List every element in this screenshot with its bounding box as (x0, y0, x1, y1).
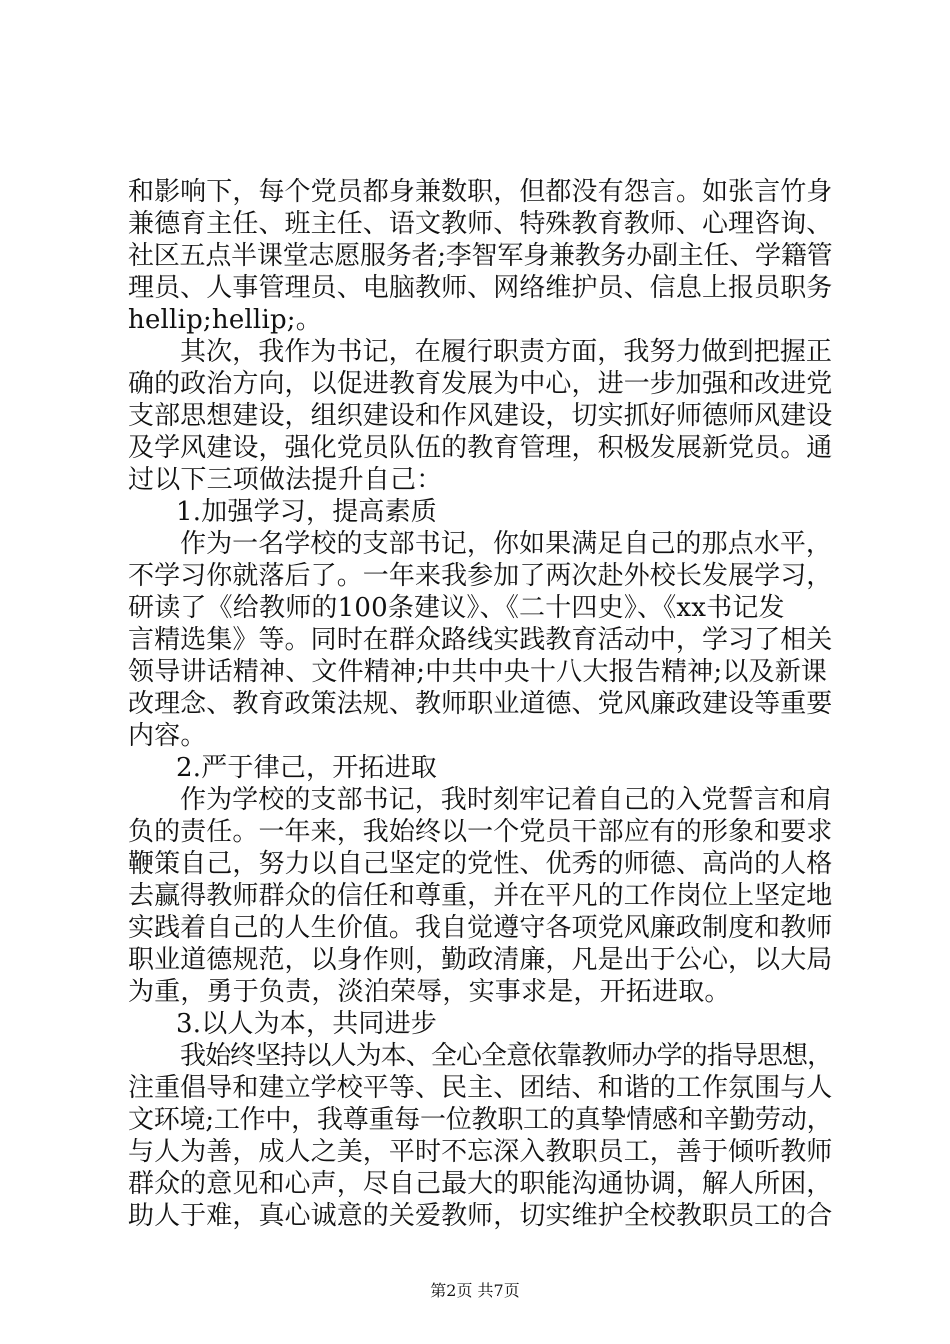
text-line: 社区五点半课堂志愿服务者;李智军身兼教务办副主任、学籍管 (128, 241, 833, 271)
text-line: 注重倡导和建立学校平等、民主、团结、和谐的工作氛围与人 (128, 1073, 833, 1103)
section-heading: 3.以人为本，共同进步 (176, 1009, 438, 1039)
text-line: 作为一名学校的支部书记，你如果满足自己的那点水平， (180, 529, 833, 559)
section-heading: 2.严于律己，开拓进取 (176, 753, 438, 783)
text-line: 确的政治方向，以促进教育发展为中心，进一步加强和改进党 (128, 369, 833, 399)
text-line: 和影响下，每个党员都身兼数职，但都没有怨言。如张言竹身 (128, 177, 833, 207)
text-line: 群众的意见和心声，尽自己最大的职能沟通协调，解人所困， (128, 1169, 833, 1199)
text-line: 过以下三项做法提升自己： (128, 465, 443, 495)
text-line: 言精选集》等。同时在群众路线实践教育活动中，学习了相关 (128, 625, 833, 655)
page-number-footer: 第2页 共7页 (430, 1281, 520, 1300)
text-line: 理员、人事管理员、电脑教师、网络维护员、信息上报员职务 (128, 273, 833, 303)
text-line: 为重，勇于负责，淡泊荣辱，实事求是，开拓进取。 (128, 977, 731, 1007)
text-line: 领导讲话精神、文件精神;中共中央十八大报告精神;以及新课 (128, 657, 828, 687)
text-line: 改理念、教育政策法规、教师职业道德、党风廉政建设等重要 (128, 689, 833, 719)
text-line: hellip;hellip;。 (128, 305, 322, 335)
text-line: 研读了《给教师的100条建议》、《二十四史》、《xx书记发 (128, 593, 785, 623)
text-line: 文环境;工作中，我尊重每一位教职工的真挚情感和辛勤劳动， (128, 1105, 833, 1135)
text-line: 负的责任。一年来，我始终以一个党员干部应有的形象和要求 (128, 817, 833, 847)
text-line: 作为学校的支部书记，我时刻牢记着自己的入党誓言和肩 (180, 785, 833, 815)
text-line: 去赢得教师群众的信任和尊重，并在平凡的工作岗位上坚定地 (128, 881, 833, 911)
text-line: 不学习你就落后了。一年来我参加了两次赴外校长发展学习， (128, 561, 833, 591)
text-line: 职业道德规范，以身作则，勤政清廉，凡是出于公心，以大局 (128, 945, 833, 975)
text-line: 鞭策自己，努力以自己坚定的党性、优秀的师德、高尚的人格 (128, 849, 833, 879)
text-line: 及学风建设，强化党员队伍的教育管理，积极发展新党员。通 (128, 433, 833, 463)
text-line: 兼德育主任、班主任、语文教师、特殊教育教师、心理咨询、 (128, 209, 833, 239)
text-line: 与人为善，成人之美，平时不忘深入教职员工，善于倾听教师 (128, 1137, 833, 1167)
section-heading: 1.加强学习，提高素质 (176, 497, 438, 527)
text-line: 助人于难，真心诚意的关爱教师，切实维护全校教职员工的合 (128, 1201, 833, 1231)
text-line: 内容。 (128, 721, 207, 751)
text-line: 我始终坚持以人为本、全心全意依靠教师办学的指导思想， (180, 1041, 833, 1071)
text-line: 支部思想建设，组织建设和作风建设，切实抓好师德师风建设 (128, 401, 833, 431)
text-line: 实践着自己的人生价值。我自觉遵守各项党风廉政制度和教师 (128, 913, 833, 943)
text-line: 其次，我作为书记，在履行职责方面，我努力做到把握正 (180, 337, 833, 367)
